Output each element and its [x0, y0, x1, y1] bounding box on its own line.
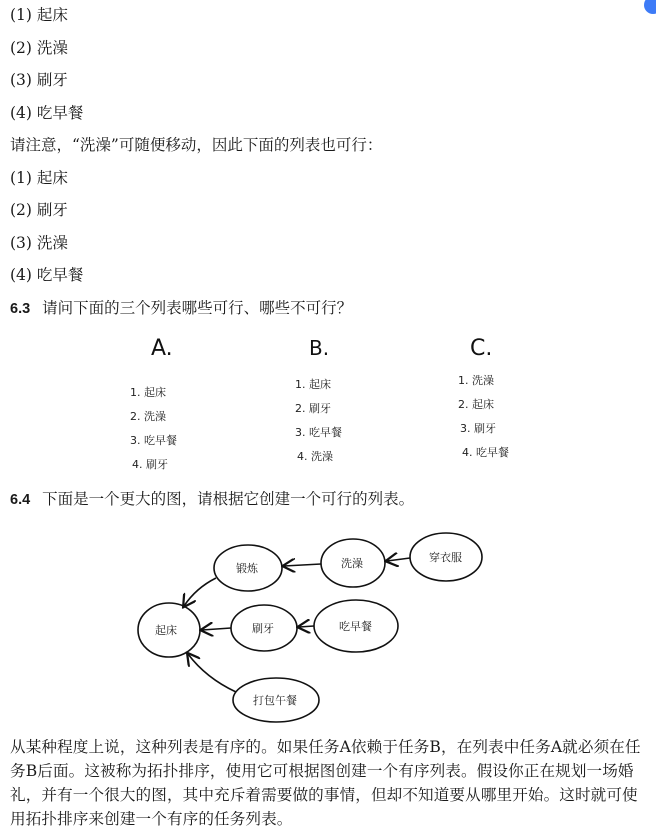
- list-one-item: (2) 洗澡: [10, 39, 68, 57]
- body-paragraph: 从某种程度上说，这种列表是有序的。如果任务A依赖于任务B，在列表中任务A就必须在任务B后面。这被称为拓扑排序，使用它可根据图创建一个有序列表。假设你正在规划一场婚礼，并有一个很大的图，其中充斥着需要做的事情，但却不知道要从哪里开始。这时就可使用拓扑排序来创建一个有序的任务列表。: [10, 738, 641, 828]
- exercise-6-4: [10, 489, 414, 510]
- list-c-label: C.: [470, 336, 493, 361]
- list-a-label: A.: [151, 336, 173, 361]
- edge-dress-shower: [387, 558, 410, 561]
- exercise-number: 6.4: [10, 492, 31, 508]
- exercise-6-3: [10, 298, 352, 319]
- list-b-item: 2. 刷牙: [295, 402, 331, 415]
- list-a-item: 3. 吃早餐: [130, 434, 177, 447]
- list-one-item: (4) 吃早餐: [10, 104, 84, 122]
- exercise-question: 下面是一个更大的图，请根据它创建一个可行的列表。: [42, 490, 415, 508]
- node-label-get-up: 起床: [155, 624, 177, 637]
- node-label-brush: 刷牙: [252, 622, 274, 635]
- exercise-question: 请问下面的三个列表哪些可行、哪些不可行？: [42, 299, 353, 317]
- node-label-dress: 穿衣服: [429, 551, 462, 564]
- edge-brush-getup: [202, 628, 231, 630]
- list-c-item: 1. 洗澡: [458, 374, 494, 387]
- note-text: 请注意，“洗澡”可随便移动，因此下面的列表也可行：: [10, 136, 383, 154]
- list-a-item: 2. 洗澡: [130, 410, 166, 423]
- list-two-item: (2) 刷牙: [10, 201, 68, 219]
- list-c-item: 3. 刷牙: [460, 422, 496, 435]
- list-b-item: 1. 起床: [295, 378, 331, 391]
- list-one-item: (1) 起床: [10, 6, 68, 24]
- edge-breakfast-brush: [299, 626, 314, 627]
- edge-shower-exercise: [284, 564, 321, 566]
- list-one-item: (3) 刷牙: [10, 71, 68, 89]
- dependency-graph: [0, 520, 656, 725]
- edge-exercise-getup: [184, 578, 216, 606]
- list-two-item: (4) 吃早餐: [10, 266, 84, 284]
- node-label-lunch: 打包午餐: [253, 694, 297, 707]
- corner-indicator: [644, 0, 656, 14]
- list-two-item: (3) 洗澡: [10, 234, 68, 252]
- list-b-label: B.: [309, 336, 330, 360]
- edge-lunch-getup: [188, 654, 236, 692]
- list-c-item: 4. 吃早餐: [462, 446, 509, 459]
- node-label-shower: 洗澡: [341, 557, 363, 570]
- list-a-item: 4. 刷牙: [132, 458, 168, 471]
- node-label-exercise: 锻炼: [236, 562, 258, 575]
- list-a-item: 1. 起床: [130, 386, 166, 399]
- list-b-item: 4. 洗澡: [297, 450, 333, 463]
- node-label-breakfast: 吃早餐: [339, 620, 372, 633]
- exercise-number: 6.3: [10, 301, 31, 317]
- list-b-item: 3. 吃早餐: [295, 426, 342, 439]
- list-two-item: (1) 起床: [10, 169, 68, 187]
- list-c-item: 2. 起床: [458, 398, 494, 411]
